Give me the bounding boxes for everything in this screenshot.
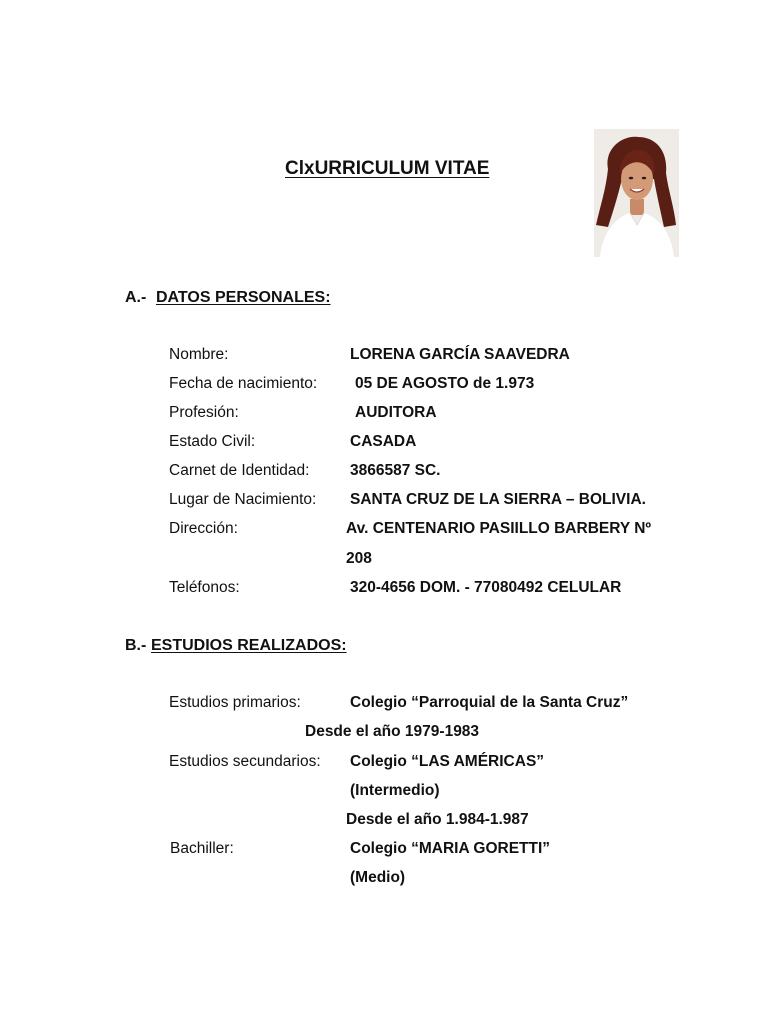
label-bachiller: Bachiller: — [170, 840, 234, 857]
section-a-heading: DATOS PERSONALES: — [156, 289, 331, 306]
section-b-heading: ESTUDIOS REALIZADOS: — [151, 637, 347, 654]
label-carnet: Carnet de Identidad: — [169, 462, 310, 479]
label-lugar-nacimiento: Lugar de Nacimiento: — [169, 491, 317, 508]
value-bachiller: Colegio “MARIA GORETTI” — [350, 840, 551, 857]
section-a-prefix: A.- — [125, 289, 147, 306]
value-telefonos: 320-4656 DOM. - 77080492 CELULAR — [350, 579, 622, 596]
label-profesion: Profesión: — [169, 404, 239, 421]
label-estado-civil: Estado Civil: — [169, 433, 256, 450]
level-bachiller: (Medio) — [350, 869, 406, 886]
value-carnet: 3866587 SC. — [350, 462, 441, 479]
value-estado-civil: CASADA — [350, 433, 417, 450]
years-estudios-secundarios: Desde el año 1.984-1.987 — [346, 811, 529, 828]
level-estudios-secundarios: (Intermedio) — [350, 782, 440, 799]
label-fecha-nacimiento: Fecha de nacimiento: — [169, 375, 318, 392]
label-telefonos: Teléfonos: — [169, 579, 240, 596]
value-estudios-secundarios: Colegio “LAS AMÉRICAS” — [350, 753, 545, 770]
label-estudios-primarios: Estudios primarios: — [169, 694, 301, 711]
value-estudios-primarios: Colegio “Parroquial de la Santa Cruz” — [350, 694, 629, 711]
document-title: ClxURRICULUM VITAE — [285, 158, 490, 179]
value-fecha-nacimiento: 05 DE AGOSTO de 1.973 — [355, 375, 535, 392]
profile-photo — [594, 129, 679, 257]
label-estudios-secundarios: Estudios secundarios: — [169, 753, 321, 770]
section-b-prefix: B.- — [125, 637, 147, 654]
value-nombre: LORENA GARCÍA SAAVEDRA — [350, 346, 570, 363]
value-lugar-nacimiento: SANTA CRUZ DE LA SIERRA – BOLIVIA. — [350, 491, 646, 508]
label-nombre: Nombre: — [169, 346, 229, 363]
value-profesion: AUDITORA — [355, 404, 437, 421]
value-direccion-cont: 208 — [346, 550, 372, 567]
value-direccion: Av. CENTENARIO PASIILLO BARBERY Nº — [346, 520, 652, 537]
years-estudios-primarios: Desde el año 1979-1983 — [305, 723, 480, 740]
label-direccion: Dirección: — [169, 520, 238, 537]
